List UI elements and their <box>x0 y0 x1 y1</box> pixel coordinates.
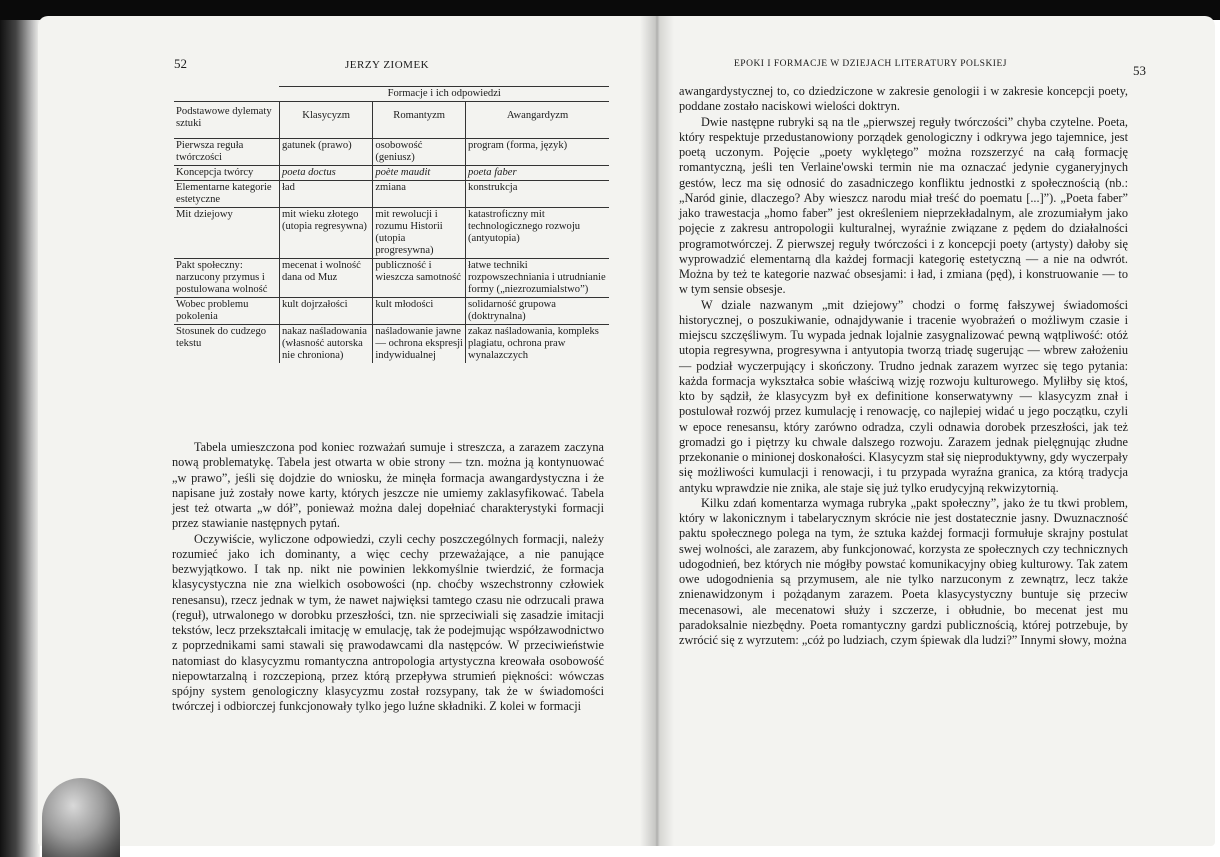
table-row-label: Pakt społeczny: narzucony przymus i postulowana wolność <box>174 259 279 298</box>
table-row <box>174 259 609 298</box>
table-row <box>174 325 609 364</box>
table-cell: poeta doctus <box>279 166 372 181</box>
table-cell: mit wieku złotego (utopia regresywna) <box>279 208 372 259</box>
table-cell: poète maudit <box>373 166 466 181</box>
table-row <box>174 139 609 166</box>
paragraph: awangardystycznej to, co dziedziczone w zakresie genologii i w zakresie koncepcji poety, poddane zostało naciskowi wielości doktryn. <box>679 84 1128 114</box>
table-cell: mit rewolucji i rozumu Historii (utopia progresywna) <box>373 208 466 259</box>
right-running-head: EPOKI I FORMACJE W DZIEJACH LITERATURY POLSKIEJ <box>734 59 1007 69</box>
table-row <box>174 208 609 259</box>
table-cell: solidarność grupowa (doktrynalna) <box>466 298 609 325</box>
table-cell: nakaz naśladowania (własność autorska nie chroniona) <box>279 325 372 364</box>
paragraph: Oczywiście, wyliczone odpowiedzi, czyli cechy poszczególnych formacji, należy rozumieć jako ich dominanty, a więc cechy przeważające, a nie panujące bezwyjątkowo. I tak np. nikt nie powinien lekkomyślnie twierdzić, że formacja klasycystyczna nie zna wielkich osobowości (np. choćby wszechstronny człowiek renesansu), rzecz jednak w tym, że nawet najwięksi tamtego czasu nie odrzucali prawa (reguł), utrwalonego w dorobku przeszłości, tzn. nie sprzeciwiali się zasadzie imitacji tekstów, lecz przekształcali imitację w emulację, tak że podejmując współzawodnictwo z poprzednikami sami stawali się prawodawcami dla następców. W przeciwieństwie natomiast do klasycyzmu romantyczna antropologia artystyczna kreowała osobowość niepowtarzalną i rozczepioną, przez którą przepływa strumień piękności: wówczas spójny system genologiczny klasycyzmu został rozsypany, tak że w świadomości twórczej i odbiorczej funkcjonowały tylko jego luźne składniki. Z kolei w formacji <box>172 531 604 714</box>
left-page-number: 52 <box>174 56 187 71</box>
table-cell: gatunek (prawo) <box>279 139 372 166</box>
table-cell: łatwe techniki rozpowszechniania i utrudnianie formy („niezrozumialstwo”) <box>466 259 609 298</box>
right-body-text <box>679 84 1128 648</box>
left-body-text <box>172 440 604 715</box>
scan-left-edge <box>0 20 40 857</box>
right-page-number: 53 <box>1133 63 1146 78</box>
formations-table <box>174 86 609 363</box>
table-cell: konstrukcja <box>466 181 609 208</box>
table-cell: kult dojrzałości <box>279 298 372 325</box>
table-row-label: Koncepcja twórcy <box>174 166 279 181</box>
table-cell: ład <box>279 181 372 208</box>
table-column-header: Klasycyzm <box>279 102 372 139</box>
paragraph: W dziale nazwanym „mit dziejowy” chodzi o formę fałszywej świadomości historycznej, o poszukiwanie, odnajdywanie i tracenie wyobrażeń o możliwym czasie i miejscu szczęśliwym. Tu wypada jednak lojalnie zasygnalizować pewną wątpliwość: otóż utopia regresywna, progresywna i antyutopia tworzą triadę sugerując — wbrew założeniu — podział wyczerpujący i skończony. Trudno jednak zarazem wyrzec się tego pytania: każda formacja wykształca sobie właściwą wizję rozwoju kulturowego. Myliłby się ktoś, kto by sądził, że klasycyzm był ex definitione konserwatywny — klasycyzm znał i postulował rozwój przez kumulację i renowację, co najlepiej widać u jego początku, czyli w epoce renesansu, który zarówno odradza, czyli odnawia dorobek przeszłości, jak też gromadzi go i piętrzy ku chwale dalszego rozwoju. Zarazem jednak pielęgnując złudne przekonanie o minionej doskonałości. Klasycyzm stał się nieproduktywny, gdy wyczerpały się możliwości kumulacji i renowacji, i tu przypada wyraźna granica, za którą tradycja antyku wprawdzie nie znika, ale staje się już tylko erudycyjną rekwizytornią. <box>679 297 1128 495</box>
table-cell: kult młodości <box>373 298 466 325</box>
table-row <box>174 181 609 208</box>
table-cell: zakaz naśladowania, kompleks plagiatu, ochrona praw wynalazczych <box>466 325 609 364</box>
table-group-header: Formacje i ich odpowiedzi <box>279 87 609 102</box>
table-row <box>174 298 609 325</box>
book-gutter <box>640 16 674 846</box>
thumb-shadow <box>42 778 120 857</box>
table-cell: osobowość (geniusz) <box>373 139 466 166</box>
table-column-header: Awangardyzm <box>466 102 609 139</box>
table-column-header-row <box>174 102 609 139</box>
table-row-label: Elementarne kategorie estetyczne <box>174 181 279 208</box>
table-row-label: Wobec problemu pokolenia <box>174 298 279 325</box>
paragraph: Dwie następne rubryki są na tle „pierwszej reguły twórczości” chyba czytelne. Poeta, który respektuje przedustanowiony porządek genologiczny i odkrywa jego tajemnice, jest poetą uczonym. Pojęcie „poety wyklętego” można rozszerzyć na całą formację romantyczną, jeśli ten Verlaine'owski termin nie ma oznaczać jedynie cyganeryjnych gestów, lecz ma się odnosić do zasadniczego konfliktu jednostki z społecznością (nb.: „Naród ginie, dlaczego? Aby wieszcz narodu miał treść do poematu [...]”). „Poeta faber” jako trawestacja „homo faber” jest określeniem nieprzekładalnym, ale zrozumiałym jako pojęcie z zakresu antropologii kulturalnej, wyraźnie związane z pędem do działalności programotwórczej. Z pierwszej reguły twórczości i z koncepcji poety (artysty) dałoby się wyprowadzić elementarną dla każdej formacji kategorię estetyczną — a nie na odwrót. Można by też te kategorie nazwać obsesjami: i ład, i zmiana (pęd), i konstruowanie — to w tym sensie obsesje. <box>679 114 1128 297</box>
left-running-head: JERZY ZIOMEK <box>345 59 430 71</box>
table-column-header: Romantyzm <box>373 102 466 139</box>
table-cell: poeta faber <box>466 166 609 181</box>
paragraph: Tabela umieszczona pod koniec rozważań sumuje i streszcza, a zarazem zaczyna nową problematykę. Tabela jest otwarta w obie strony — tzn. można ją kontynuować „w prawo”, jeśli się dojdzie do wniosku, że minęła formacja awangardystyczna i że napisane już zostały nowe karty, których jeszcze nie umiemy zaklasyfikować. Tabela jest też otwarta „w dół”, ponieważ można dalej dopełniać charakterystyki formacji przez stawianie następnych pytań. <box>172 440 604 531</box>
table-corner-spacer <box>174 87 279 102</box>
paragraph: Kilku zdań komentarza wymaga rubryka „pakt społeczny”, jako że tu tkwi problem, który w lakonicznym i tabelarycznym skrócie nie jest dostatecznie jasny. Dwuznaczność paktu społecznego polega na tym, że sztuka każdej formacji formułuje skrajny postulat swej wolności, ale zarazem, aby funkcjonować, korzysta ze społecznych czy technicznych udogodnień, bez których nie mógłby powstać komunikacyjny obieg kulturowy. Tak zatem owe udogodnienia są przymusem, ale nie tylko narzuconym z zewnątrz, lecz także znienawidzonym i pożądanym zarazem. Poeta klasycystyczny buntuje się przeciw mecenasowi, ale mecenatowi służy i szczerze, i obłudnie, bo mecenat jest mu paradoksalnie niezbędny. Poeta romantyczny gardzi publicznością, której potrzebuje, by zwrócić się z wyrzutem: „cóż po ludziach, czym śpiewak dla ludzi?” Innymi słowy, można <box>679 495 1128 647</box>
table-cell: naśladowanie jawne — ochrona ekspresji indywidualnej <box>373 325 466 364</box>
table-corner-header: Podstawowe dylematy sztuki <box>174 102 279 139</box>
table-row-label: Pierwsza reguła twórczości <box>174 139 279 166</box>
table-cell: program (forma, język) <box>466 139 609 166</box>
table-cell: mecenat i wolność dana od Muz <box>279 259 372 298</box>
table-cell: publiczność i wieszcza samotność <box>373 259 466 298</box>
table-cell: zmiana <box>373 181 466 208</box>
table-group-header-row <box>174 87 609 102</box>
table-row <box>174 166 609 181</box>
table-cell: katastroficzny mit technologicznego rozwoju (antyutopia) <box>466 208 609 259</box>
table-row-label: Mit dziejowy <box>174 208 279 259</box>
table-row-label: Stosunek do cudzego tekstu <box>174 325 279 364</box>
